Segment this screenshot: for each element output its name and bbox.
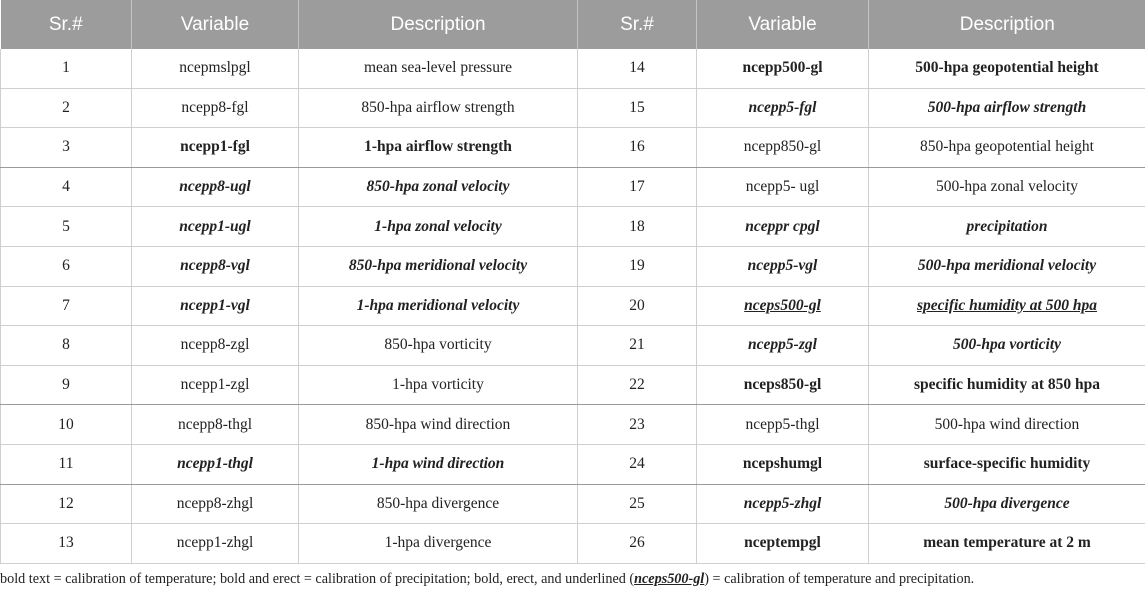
- variable-name-right: nceptempgl: [697, 524, 869, 564]
- row-number-left: 8: [1, 326, 132, 366]
- table-row: [1, 365, 1145, 405]
- variable-description-right: 850-hpa geopotential height: [869, 128, 1145, 168]
- row-number-left: 10: [1, 405, 132, 445]
- footnote-text-before: bold text = calibration of temperature; bold and erect = calibration of precipitation; bold, erect, and underlined (: [0, 571, 635, 587]
- footnote-text-after: ) = calibration of temperature and precipitation.: [704, 571, 975, 587]
- variable-name-left: ncepp8-zhgl: [132, 484, 299, 524]
- variable-name-left: ncepp1-fgl: [132, 128, 299, 168]
- variable-name-left: ncepp8-zgl: [132, 326, 299, 366]
- variable-name-left: ncepp1-vgl: [132, 286, 299, 326]
- row-number-right: 25: [578, 484, 697, 524]
- variable-description-right: precipitation: [869, 207, 1145, 247]
- variable-description-right: 500-hpa zonal velocity: [869, 167, 1145, 207]
- variable-name-left: ncepp1-thgl: [132, 444, 299, 484]
- variable-name-right: ncepp5-zhgl: [697, 484, 869, 524]
- row-number-right: 17: [578, 167, 697, 207]
- variable-description-right: 500-hpa geopotential height: [869, 49, 1145, 88]
- variable-name-right: ncepp5-fgl: [697, 88, 869, 128]
- variable-name-left: ncepp8-thgl: [132, 405, 299, 445]
- variable-description-left: 1-hpa airflow strength: [299, 128, 578, 168]
- variable-description-left: 1-hpa vorticity: [299, 365, 578, 405]
- variable-description-right: 500-hpa airflow strength: [869, 88, 1145, 128]
- row-number-left: 4: [1, 167, 132, 207]
- row-number-right: 16: [578, 128, 697, 168]
- variable-name-right: ncepshumgl: [697, 444, 869, 484]
- variable-description-right: 500-hpa meridional velocity: [869, 246, 1145, 286]
- variable-description-left: 850-hpa wind direction: [299, 405, 578, 445]
- row-number-right: 22: [578, 365, 697, 405]
- row-number-left: 13: [1, 524, 132, 564]
- row-number-right: 24: [578, 444, 697, 484]
- table-row: [1, 326, 1145, 366]
- header-description-left: Description: [299, 0, 578, 49]
- row-number-right: 23: [578, 405, 697, 445]
- variable-name-left: ncepmslpgl: [132, 49, 299, 88]
- variable-description-right: specific humidity at 850 hpa: [869, 365, 1145, 405]
- table-row: [1, 286, 1145, 326]
- row-number-right: 26: [578, 524, 697, 564]
- variable-name-right: ncepp5-zgl: [697, 326, 869, 366]
- variable-name-left: ncepp8-ugl: [132, 167, 299, 207]
- table-footnote: [0, 571, 974, 588]
- row-number-left: 7: [1, 286, 132, 326]
- variable-description-right: mean temperature at 2 m: [869, 524, 1145, 564]
- variable-name-right: ncepp850-gl: [697, 128, 869, 168]
- variable-name-right: nceps500-gl: [697, 286, 869, 326]
- variable-name-left: ncepp1-zhgl: [132, 524, 299, 564]
- table-row: [1, 484, 1145, 524]
- variable-description-right: surface-specific humidity: [869, 444, 1145, 484]
- variable-description-right: 500-hpa vorticity: [869, 326, 1145, 366]
- variable-description-left: 850-hpa meridional velocity: [299, 246, 578, 286]
- variable-name-right: nceps850-gl: [697, 365, 869, 405]
- variable-description-right: 500-hpa divergence: [869, 484, 1145, 524]
- header-sr-left: Sr.#: [1, 0, 132, 49]
- row-number-left: 11: [1, 444, 132, 484]
- variable-description-right: 500-hpa wind direction: [869, 405, 1145, 445]
- variable-description-left: 1-hpa wind direction: [299, 444, 578, 484]
- variable-name-left: ncepp8-fgl: [132, 88, 299, 128]
- variable-name-right: ncepp5-thgl: [697, 405, 869, 445]
- row-number-right: 20: [578, 286, 697, 326]
- table-row: [1, 128, 1145, 168]
- variable-description-left: mean sea-level pressure: [299, 49, 578, 88]
- variable-description-left: 1-hpa zonal velocity: [299, 207, 578, 247]
- variable-name-left: ncepp8-vgl: [132, 246, 299, 286]
- table-row: [1, 524, 1145, 564]
- variable-description-left: 1-hpa meridional velocity: [299, 286, 578, 326]
- row-number-right: 19: [578, 246, 697, 286]
- row-number-left: 12: [1, 484, 132, 524]
- variable-description-left: 850-hpa zonal velocity: [299, 167, 578, 207]
- variable-name-right: ncepp5- ugl: [697, 167, 869, 207]
- row-number-left: 5: [1, 207, 132, 247]
- header-sr-right: Sr.#: [578, 0, 697, 49]
- footnote-example-variable: nceps500-gl: [634, 571, 705, 587]
- table-row: [1, 405, 1145, 445]
- row-number-left: 3: [1, 128, 132, 168]
- row-number-right: 14: [578, 49, 697, 88]
- table-row: [1, 207, 1145, 247]
- table-body: [1, 49, 1145, 563]
- table-header-row: [1, 0, 1145, 49]
- row-number-right: 15: [578, 88, 697, 128]
- header-description-right: Description: [869, 0, 1145, 49]
- row-number-right: 21: [578, 326, 697, 366]
- variable-name-right: nceppr cpgl: [697, 207, 869, 247]
- variable-name-left: ncepp1-zgl: [132, 365, 299, 405]
- table-row: [1, 246, 1145, 286]
- variable-description-left: 850-hpa vorticity: [299, 326, 578, 366]
- variable-description-left: 850-hpa airflow strength: [299, 88, 578, 128]
- table-row: [1, 88, 1145, 128]
- row-number-left: 6: [1, 246, 132, 286]
- row-number-left: 2: [1, 88, 132, 128]
- row-number-right: 18: [578, 207, 697, 247]
- variable-name-right: ncepp500-gl: [697, 49, 869, 88]
- header-variable-right: Variable: [697, 0, 869, 49]
- table-row: [1, 444, 1145, 484]
- variable-description-left: 1-hpa divergence: [299, 524, 578, 564]
- table-row: [1, 49, 1145, 88]
- row-number-left: 9: [1, 365, 132, 405]
- variable-description-left: 850-hpa divergence: [299, 484, 578, 524]
- variable-description-right: specific humidity at 500 hpa: [869, 286, 1145, 326]
- variable-name-right: ncepp5-vgl: [697, 246, 869, 286]
- row-number-left: 1: [1, 49, 132, 88]
- table-row: [1, 167, 1145, 207]
- variable-name-left: ncepp1-ugl: [132, 207, 299, 247]
- header-variable-left: Variable: [132, 0, 299, 49]
